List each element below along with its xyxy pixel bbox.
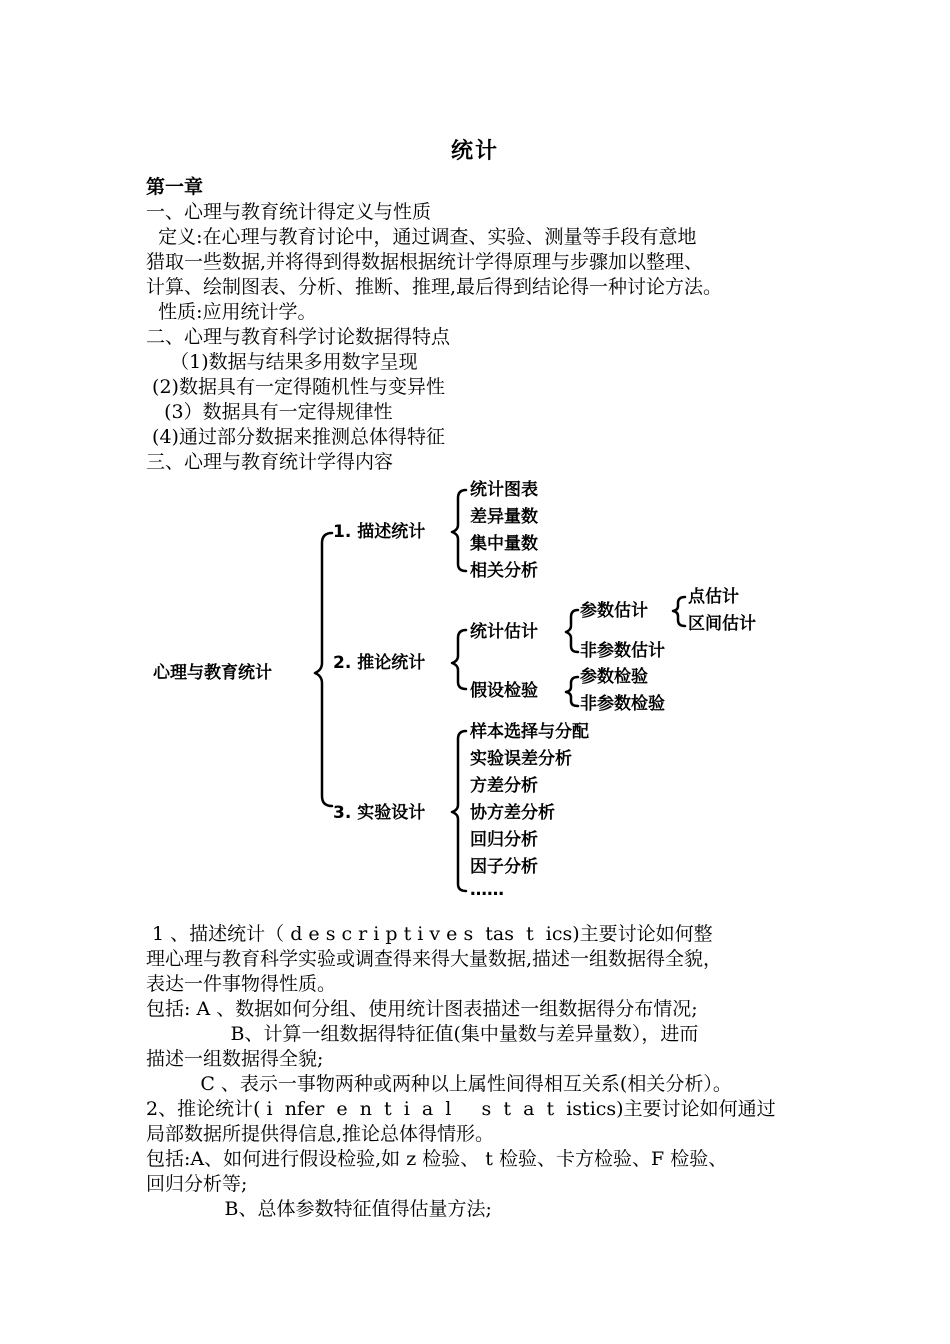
tree-leaf: 实验误差分析 [470,749,572,769]
document-title: 统计 [450,138,499,164]
branch3-bracket [452,731,466,891]
tree-leaf: 参数检验 [580,667,648,687]
tree-leaf: 非参数估计 [580,641,665,661]
text-line: （1)数据与结果多用数字呈现 [146,351,418,373]
branch1-bracket [452,490,466,571]
tree-leaf: 点估计 [688,587,739,607]
text-line: (4)通过部分数据来推测总体得特征 [146,426,445,448]
tree-leaf: 差异量数 [470,507,538,527]
text-line: 猎取一些数据,并将得到得数据根据统计学得原理与步骤加以整理、 [146,251,704,273]
tree-leaf: 非参数检验 [580,694,665,714]
root-bracket [315,533,332,806]
branch2-bracket [452,630,466,689]
text-line: 二、心理与教育科学讨论数据得特点 [146,326,451,348]
text-line: B、计算一组数据得特征值(集中量数与差异量数），进而 [146,1023,699,1045]
tree-branch-design: 3. 实验设计 [333,803,426,823]
tree-leaf: 集中量数 [470,534,538,554]
tree-leaf: 样本选择与分配 [470,722,589,742]
text-line: 一、心理与教育统计得定义与性质 [146,201,432,223]
text-line: 三、心理与教育统计学得内容 [146,451,394,473]
tree-leaf: 区间估计 [688,614,756,634]
text-line: 表达一件事物得性质。 [146,973,337,995]
text-line: 理心理与教育科学实验或调查得来得大量数据,描述一组数据得全貌， [146,948,723,970]
text-line: 描述一组数据得全貌; [146,1048,324,1070]
tree-leaf: 统计图表 [470,480,538,500]
param-est-bracket [673,597,685,626]
tree-node-test: 假设检验 [470,681,538,701]
text-line: 包括:A、如何进行假设检验,如 z 检验、 t 检验、卡方检验、F 检验、 [146,1148,728,1170]
tree-leaf: 相关分析 [470,561,538,581]
text-line: 局部数据所提供得信息,推论总体得情形。 [146,1123,495,1145]
tree-leaf: …… [470,880,504,900]
tree-node-param-estimate: 参数估计 [580,601,648,621]
tree-root: 心理与教育统计 [153,663,272,683]
text-line: 2、推论统计( i nfer e n t i a l s t a t istics)主要讨论如何通过 [146,1098,776,1120]
content-tree-diagram [0,470,950,910]
tree-branch-inferential: 2. 推论统计 [333,653,426,673]
text-line: (3）数据具有一定得规律性 [146,401,393,423]
tree-branch-descriptive: 1. 描述统计 [333,522,426,542]
tree-leaf: 回归分析 [470,830,538,850]
estimate-bracket [566,610,578,652]
text-line: 性质:应用统计学。 [146,301,317,323]
tree-leaf: 协方差分析 [470,803,555,823]
text-line: (2)数据具有一定得随机性与变异性 [146,376,445,398]
text-line: 定义:在心理与教育讨论中，通过调查、实验、测量等手段有意地 [146,226,697,248]
text-line: 1 、描述统计（ d e s c r i p t i v e s tas t ics)主要讨论如何整 [146,923,713,945]
text-line: 回归分析等; [146,1173,248,1195]
tree-node-estimate: 统计估计 [470,622,538,642]
text-line: 包括: A 、数据如何分组、使用统计图表描述一组数据得分布情况; [146,998,698,1020]
chapter-heading: 第一章 [146,176,204,198]
tree-leaf: 方差分析 [470,776,538,796]
text-line: 计算、绘制图表、分析、推断、推理,最后得到结论得一种讨论方法。 [146,276,723,298]
tree-leaf: 因子分析 [470,857,538,877]
text-line: B、总体参数特征值得估量方法; [146,1198,492,1220]
text-line: C 、表示一事物两种或两种以上属性间得相互关系(相关分析）。 [146,1073,732,1095]
test-bracket [566,677,578,706]
